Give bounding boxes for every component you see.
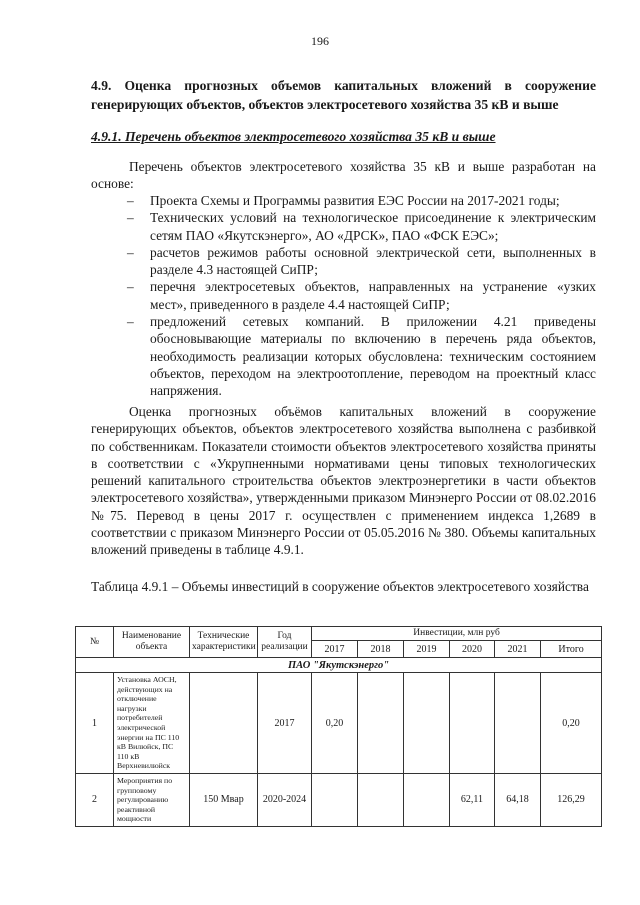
cell-num: 2 xyxy=(76,774,114,827)
header-name: Наименование объекта xyxy=(114,627,190,658)
header-investments: Инвестиции, млн руб xyxy=(312,627,602,641)
cell-2021: 64,18 xyxy=(495,774,541,827)
list-item-text: перечня электросетевых объектов, направленных на устранение «узких мест», приведенного в разделе 4.4 настоящей СиПР; xyxy=(150,279,596,312)
dash-bullet: – xyxy=(127,314,134,330)
cell-tech xyxy=(190,673,258,774)
assessment-paragraph: Оценка прогнозных объёмов капитальных вложений в сооружение генерирующих объектов, объектов электросетевого хозяйства выполнена с разбивкой по собственникам. Показатели стоимости объектов электросетевого хозяйства приняты в соответствии с «Укрупненными нормативами цены типовых технологических решений капитального строительства объектов электроэнергетики в части объектов электросетевого хозяйства», утвержденными приказом Минэнерго России от 08.02.2016 №75. Перевод в цены 2017 г. осуществлен с применением индекса 1,2689 в соответствии с приказом Минэнерго России от 05.05.2016 № 380. Объемы капитальных вложений приведены в таблице 4.9.1. xyxy=(91,404,596,558)
page-number: 196 xyxy=(311,34,329,48)
list-item-text: Проекта Схемы и Программы развития ЕЭС России на 2017-2021 годы; xyxy=(150,193,560,208)
subsection-heading: 4.9.1. Перечень объектов электросетевого хозяйства 35 кВ и выше xyxy=(91,129,496,144)
group-row xyxy=(76,658,602,673)
cell-name: Мероприятия по групповому регулированию реактивной мощности xyxy=(114,774,190,827)
header-year-2020: 2020 xyxy=(450,641,495,658)
investment-table xyxy=(75,626,602,827)
list-item xyxy=(91,278,596,313)
cell-2018 xyxy=(358,673,404,774)
header-year-2017: 2017 xyxy=(312,641,358,658)
cell-2018 xyxy=(358,774,404,827)
dash-bullet: – xyxy=(127,279,134,295)
table-row xyxy=(76,774,602,827)
table-row xyxy=(76,673,602,774)
table-caption: Таблица 4.9.1 – Объемы инвестиций в сооружение объектов электросетевого хозяйства xyxy=(91,579,589,594)
intro-paragraph: Перечень объектов электросетевого хозяйства 35 кВ и выше разработан на основе: xyxy=(91,159,596,192)
header-tech: Технические характеристики xyxy=(190,627,258,658)
header-num: № xyxy=(76,627,114,658)
list-item xyxy=(91,209,596,244)
cell-year: 2017 xyxy=(258,673,312,774)
cell-total: 126,29 xyxy=(541,774,602,827)
list-item-text: Технических условий на технологическое присоединение к электрическим сетям ПАО «Якутскэнерго», АО «ДРСК», ПАО «ФСК ЕЭС»; xyxy=(150,210,596,243)
cell-2021 xyxy=(495,673,541,774)
cell-2019 xyxy=(404,673,450,774)
list-item-text: предложений сетевых компаний. В приложении 4.21 приведены обосновывающие материалы по включению в перечень ряда объектов, необходимость реализации которых обусловлена: техническим состоянием объектов, переходом на электроотопление, переводом на проектный класс напряжения. xyxy=(150,314,596,399)
cell-num: 1 xyxy=(76,673,114,774)
dash-bullet: – xyxy=(127,210,134,226)
cell-name: Установка АОСН, действующих на отключение нагрузки потребителей электрической энергии на ПС 110 кВ Вилюйск, ПС 110 кВ Верхневилюйск xyxy=(114,673,190,774)
header-year: Год реализации xyxy=(258,627,312,658)
cell-2017: 0,20 xyxy=(312,673,358,774)
list-item xyxy=(91,244,596,279)
cell-2020: 62,11 xyxy=(450,774,495,827)
list-item xyxy=(91,192,596,209)
dash-bullet: – xyxy=(127,193,134,208)
source-list xyxy=(91,192,596,400)
header-year-2021: 2021 xyxy=(495,641,541,658)
header-year-2019: 2019 xyxy=(404,641,450,658)
list-item-text: расчетов режимов работы основной электрической сети, выполненных в разделе 4.3 настоящей СиПР; xyxy=(150,244,596,278)
group-label: ПАО "Якутскэнерго" xyxy=(76,658,602,673)
cell-year: 2020-2024 xyxy=(258,774,312,827)
header-year-2018: 2018 xyxy=(358,641,404,658)
header-total: Итого xyxy=(541,641,602,658)
cell-2020 xyxy=(450,673,495,774)
dash-bullet: – xyxy=(127,244,134,260)
cell-2019 xyxy=(404,774,450,827)
section-heading: 4.9. Оценка прогнозных объемов капитальных вложений в сооружение генерирующих объектов, объектов электросетевого хозяйства 35 кВ и выше xyxy=(91,78,596,112)
cell-2017 xyxy=(312,774,358,827)
list-item xyxy=(91,313,596,399)
cell-tech: 150 Мвар xyxy=(190,774,258,827)
cell-total: 0,20 xyxy=(541,673,602,774)
